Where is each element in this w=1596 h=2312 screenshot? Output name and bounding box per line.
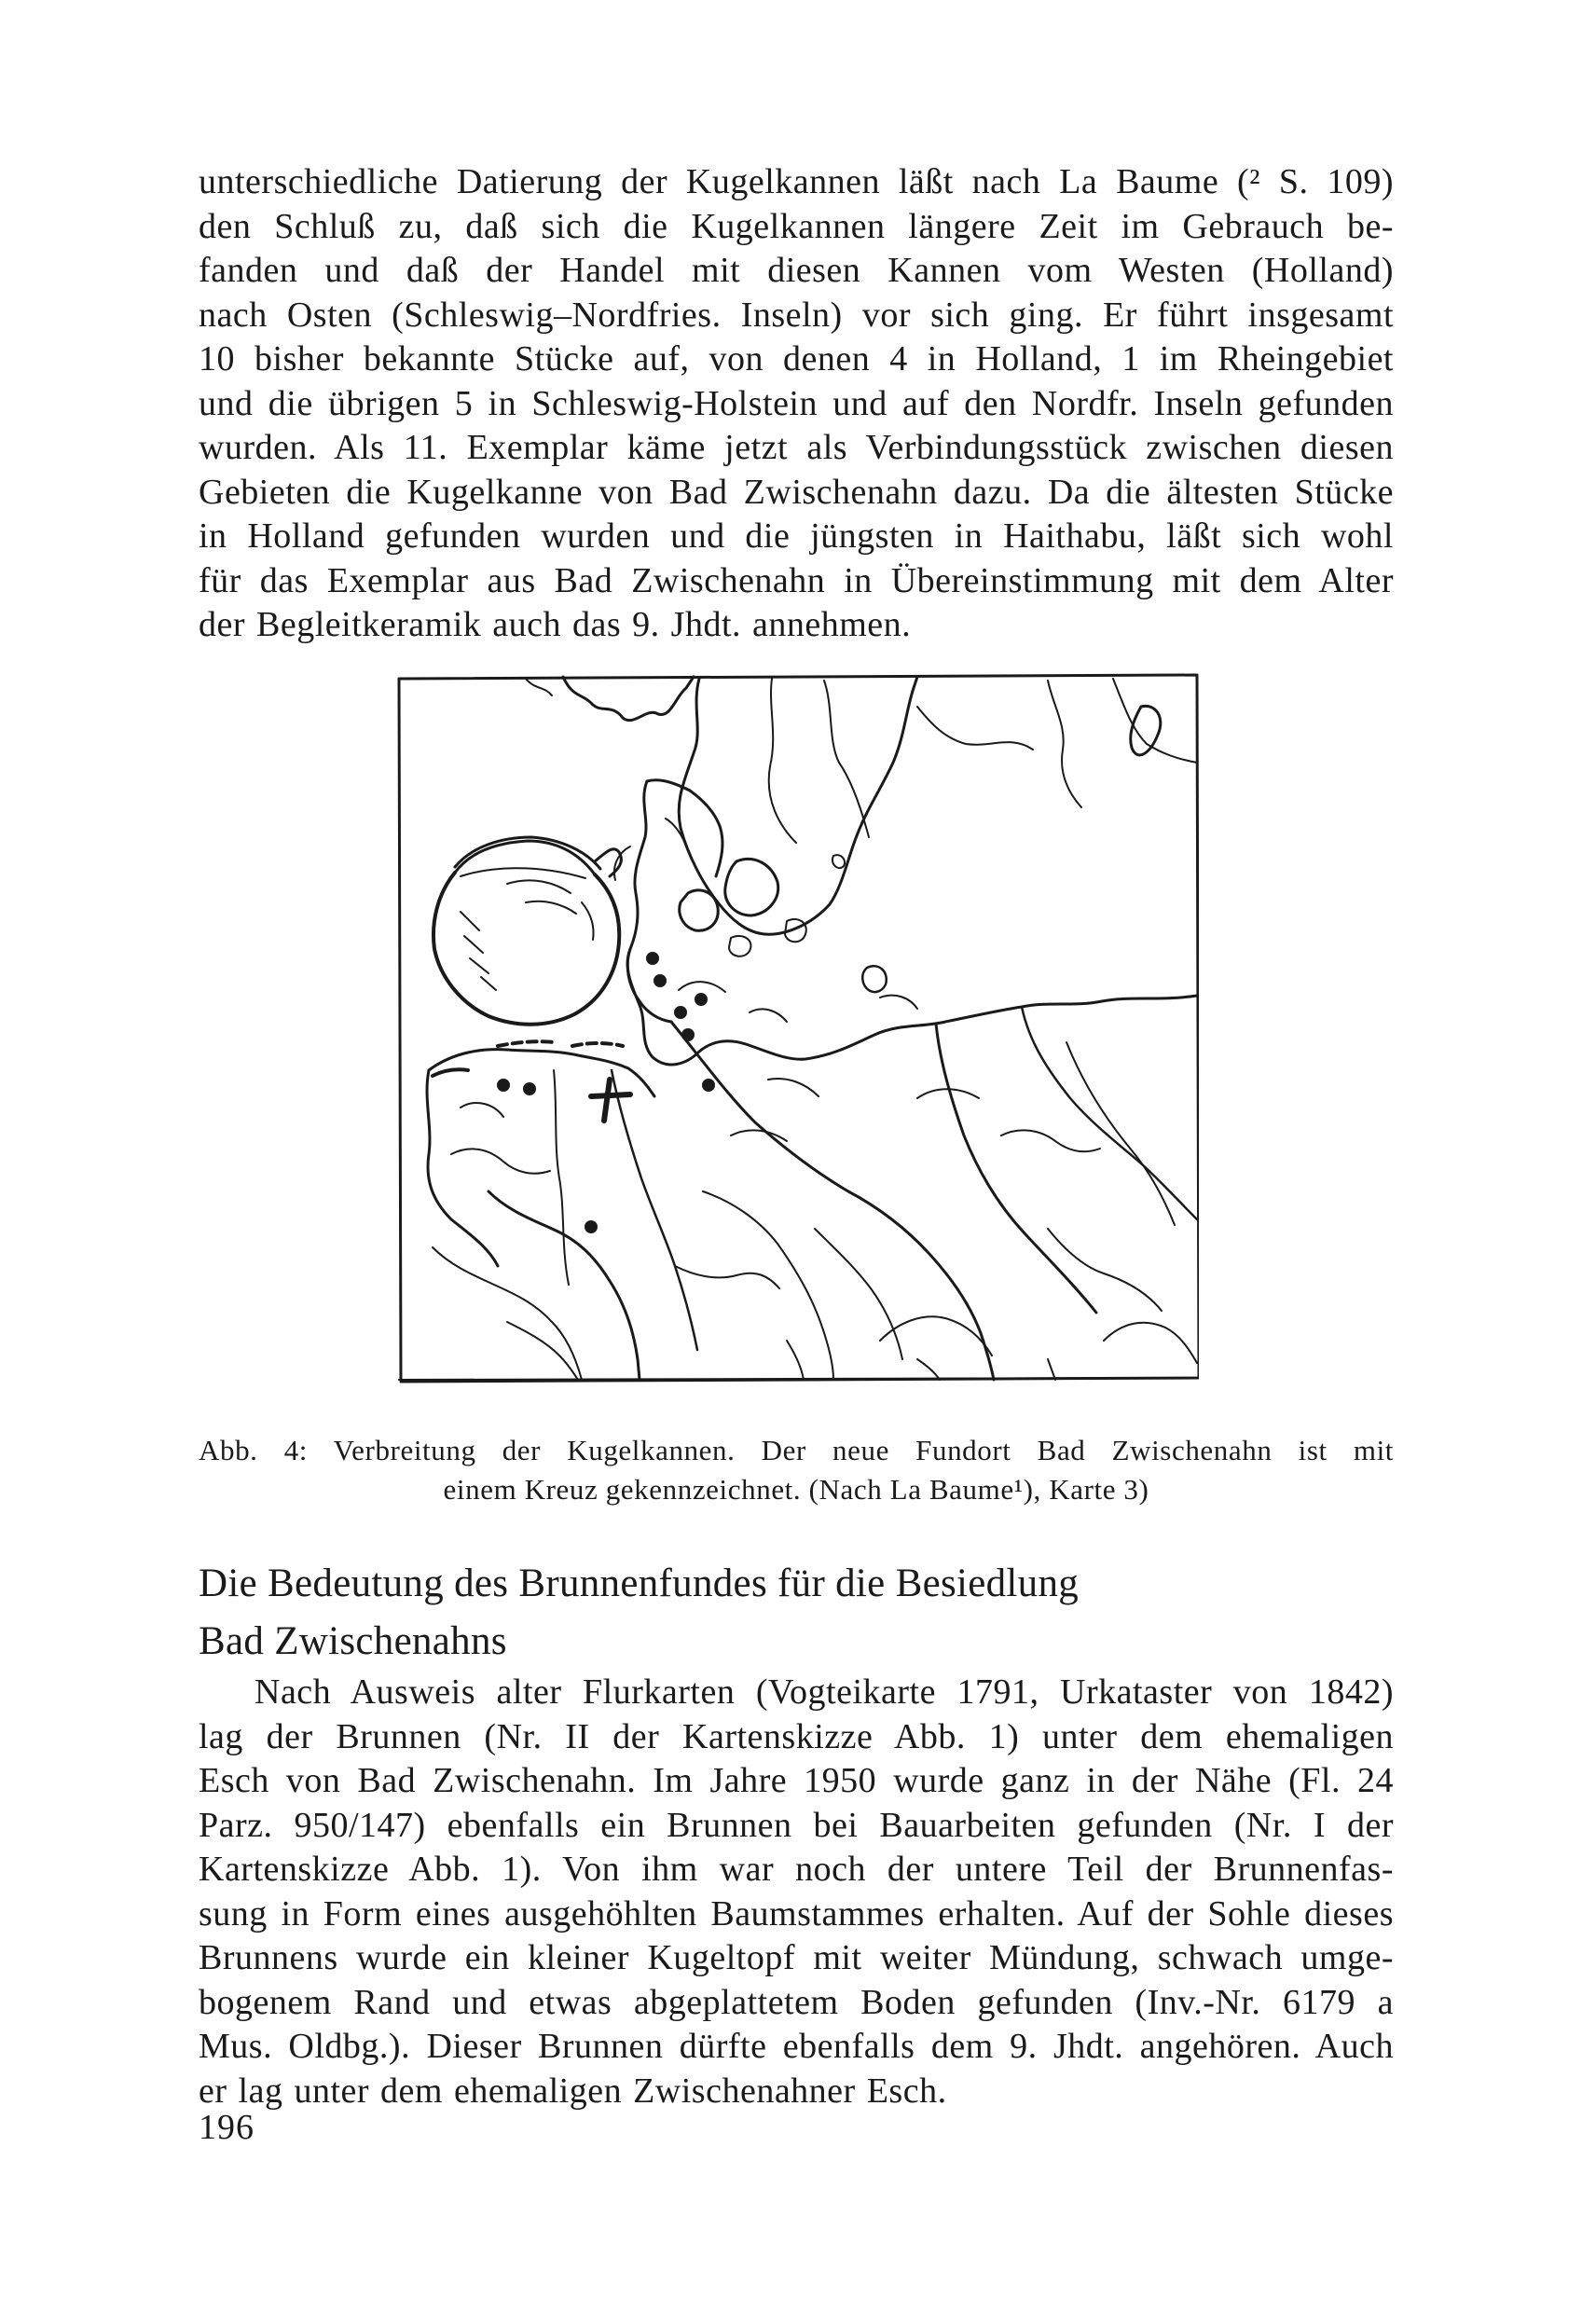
find-spot-marker (646, 952, 659, 965)
text-line: lag der Brunnen (Nr. II der Kartenskizze Abb. 1) unter dem ehemaligen (199, 1716, 1394, 1756)
find-spot-marker (681, 1028, 695, 1041)
zealand (725, 859, 778, 915)
text-line: er lag unter dem ehemaligen Zwischenahner Esch. (199, 2071, 947, 2111)
text-line: und die übrigen 5 in Schleswig-Holstein und auf den Nordfr. Inseln gefunden (199, 383, 1394, 423)
distribution-map (395, 669, 1199, 1387)
find-spot-marker (674, 1006, 687, 1019)
figure-caption (199, 1431, 1394, 1509)
frisian-coast (429, 1050, 654, 1096)
text-line: bogenem Rand und etwas abgeplattetem Boden gefunden (Inv.-Nr. 6179 a (199, 1982, 1394, 2022)
funen (680, 890, 718, 930)
section-heading-line: Bad Zwischenahns (199, 1619, 507, 1663)
intro-paragraph (199, 160, 1394, 648)
german-north-coast (627, 949, 1197, 1065)
jutland (627, 781, 671, 1022)
page-number: 196 (199, 2108, 255, 2147)
text-line: Nach Ausweis alter Flurkarten (Vogteikarte 1791, Urkataster von 1842) (255, 1672, 1394, 1712)
rhine-river (488, 1191, 640, 1380)
kugelkanne-drawing (433, 837, 621, 1025)
find-spot-marker (654, 974, 667, 987)
text-line: nach Osten (Schleswig–Nordfries. Inseln) vor sich ging. Er führt insgesamt (199, 295, 1394, 335)
text-line: wurden. Als 11. Exemplar käme jetzt als Verbindungsstück zwischen diesen (199, 428, 1394, 467)
sweden-coast (679, 677, 917, 934)
distribution-map-figure (395, 669, 1199, 1387)
text-line: sung in Form eines ausgehöhlten Baumstammes erhalten. Auf der Sohle dieses (199, 1893, 1394, 1934)
text-line: Kartenskizze Abb. 1). Von ihm war noch der untere Teil der Brunnenfas- (199, 1850, 1394, 1889)
vistula-river (1066, 1042, 1175, 1225)
ems-river (554, 1070, 569, 1285)
text-line: unterschiedliche Datierung der Kugelkannen läßt nach La Baume (² S. 109) (199, 162, 1394, 201)
text-line: fanden und daß der Handel mit diesen Kannen vom Westen (Holland) (199, 251, 1394, 290)
oder-river (936, 1024, 1096, 1313)
section-heading (199, 1555, 1394, 1671)
text-line: 10 bisher bekannte Stücke auf, von denen 4 in Holland, 1 im Rheingebiet (199, 339, 1394, 378)
text-line: der Begleitkeramik auch das 9. Jhdt. annehmen. (199, 605, 912, 644)
bornholm (862, 966, 887, 992)
section-heading-line: Die Bedeutung des Brunnenfundes für die Besiedlung (199, 1562, 1080, 1605)
caption-line: Abb. 4: Verbreitung der Kugelkannen. Der neue Fundort Bad Zwischenahn ist mit (199, 1434, 1394, 1466)
find-spot-marker (497, 1079, 510, 1092)
gotland (1131, 706, 1161, 755)
text-line: den Schluß zu, daß sich die Kugelkannen längere Zeit im Gebrauch be- (199, 206, 1394, 246)
caption-line: einem Kreuz gekennzeichnet. (Nach La Baume¹), Karte 3) (443, 1473, 1149, 1506)
find-spot-marker (585, 1220, 598, 1233)
body-paragraph (199, 1671, 1394, 2113)
find-spot-marker (695, 993, 708, 1006)
text-line: für das Exemplar aus Bad Zwischenahn in Übereinstimmung mit dem Alter (199, 560, 1394, 600)
find-spot-marker (702, 1079, 715, 1092)
text-line: Mus. Oldbg.). Dieser Brunnen dürfte ebenfalls dem 9. Jhdt. angehören. Auch (199, 2027, 1394, 2066)
text-line: in Holland gefunden wurden und die jüngsten in Haithabu, läßt sich wohl (199, 516, 1394, 556)
text-line: Esch von Bad Zwischenahn. Im Jahre 1950 wurde ganz in der Nähe (Fl. 24 (199, 1761, 1394, 1800)
bad-zwischenahn-cross (591, 1080, 630, 1121)
text-line: Brunnens wurde ein kleiner Kugeltopf mit weiter Mündung, schwach umge- (199, 1938, 1394, 1977)
find-spot-marker (523, 1082, 536, 1095)
norway-coast (563, 677, 694, 721)
text-line: Gebieten die Kugelkanne von Bad Zwischenahn dazu. Da die ältesten Stücke (199, 472, 1394, 512)
text-line: Parz. 950/147) ebenfalls ein Brunnen bei Bauarbeiten gefunden (Nr. I der (199, 1805, 1394, 1845)
